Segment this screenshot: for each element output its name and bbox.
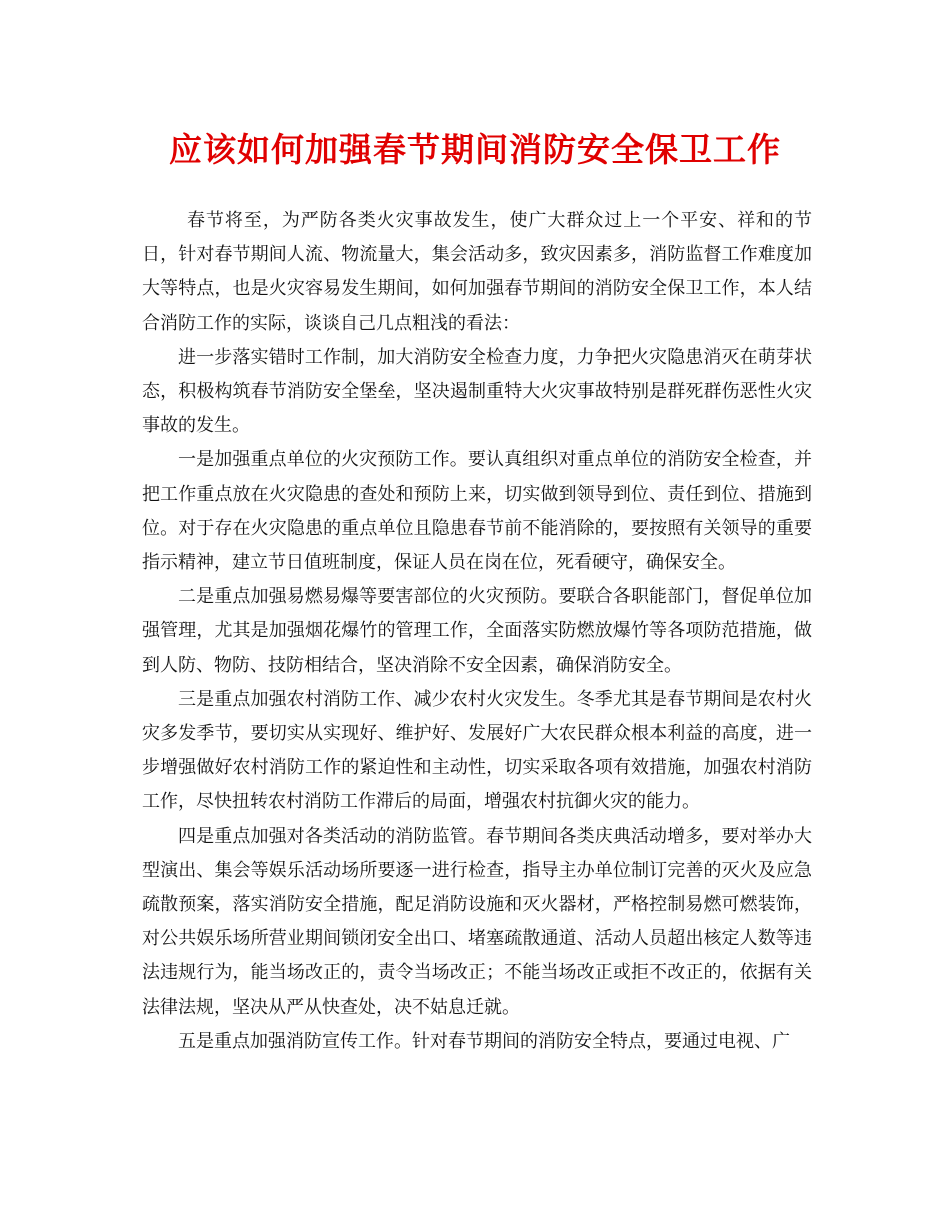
document-title: 应该如何加强春节期间消防安全保卫工作: [169, 130, 781, 169]
paragraph-point-3: 三是重点加强农村消防工作、减少农村火灾发生。冬季尤其是春节期间是农村火灾多发季节，要切实从实现好、维护好、发展好广大农民群众根本利益的高度，进一步增强做好农村消防工作的紧迫性和主动性，切实采取各项有效措施，加强农村消防工作，尽快扭转农村消防工作滞后的局面，增强农村抗御火灾的能力。: [142, 688, 812, 813]
paragraph-point-2: 二是重点加强易燃易爆等要害部位的火灾预防。要联合各职能部门，督促单位加强管理，尤其是加强烟花爆竹的管理工作，全面落实防燃放爆竹等各项防范措施，做到人防、物防、技防相结合，坚决消除不安全因素，确保消防安全。: [142, 586, 812, 676]
paragraph-overview: 进一步落实错时工作制，加大消防安全检查力度，力争把火灾隐患消灭在萌芽状态，积极构筑春节消防安全堡垒，坚决遏制重特大火灾事故特别是群死群伤恶性火灾事故的发生。: [142, 346, 812, 437]
paragraph-point-5: 五是重点加强消防宣传工作。针对春节期间的消防安全特点，要通过电视、广: [178, 1030, 790, 1052]
paragraph-intro: 春节将至，为严防各类火灾事故发生，使广大群众过上一个平安、祥和的节日，针对春节期间人流、物流量大，集会活动多，致灾因素多，消防监督工作难度加大等特点，也是火灾容易发生期间，如何加强春节期间的消防安全保卫工作，本人结合消防工作的实际，谈谈自己几点粗浅的看法：: [142, 210, 812, 334]
document-body: [142, 204, 812, 1059]
paragraph-point-1: 一是加强重点单位的火灾预防工作。要认真组织对重点单位的消防安全检查，并把工作重点放在火灾隐患的查处和预防上来，切实做到领导到位、责任到位、措施到位。对于存在火灾隐患的重点单位且隐患春节前不能消除的，要按照有关领导的重要指示精神，建立节日值班制度，保证人员在岗在位，死看硬守，确保安全。: [142, 449, 812, 574]
paragraph-point-4: 四是重点加强对各类活动的消防监管。春节期间各类庆典活动增多，要对举办大型演出、集会等娱乐活动场所要逐一进行检查，指导主办单位制订完善的灭火及应急疏散预案，落实消防安全措施，配足消防设施和灭火器材，严格控制易燃可燃装饰，对公共娱乐场所营业期间锁闭安全出口、堵塞疏散通道、活动人员超出核定人数等违法违规行为，能当场改正的，责令当场改正；不能当场改正或拒不改正的，依据有关法律法规，坚决从严从快查处，决不姑息迁就。: [142, 825, 812, 1018]
